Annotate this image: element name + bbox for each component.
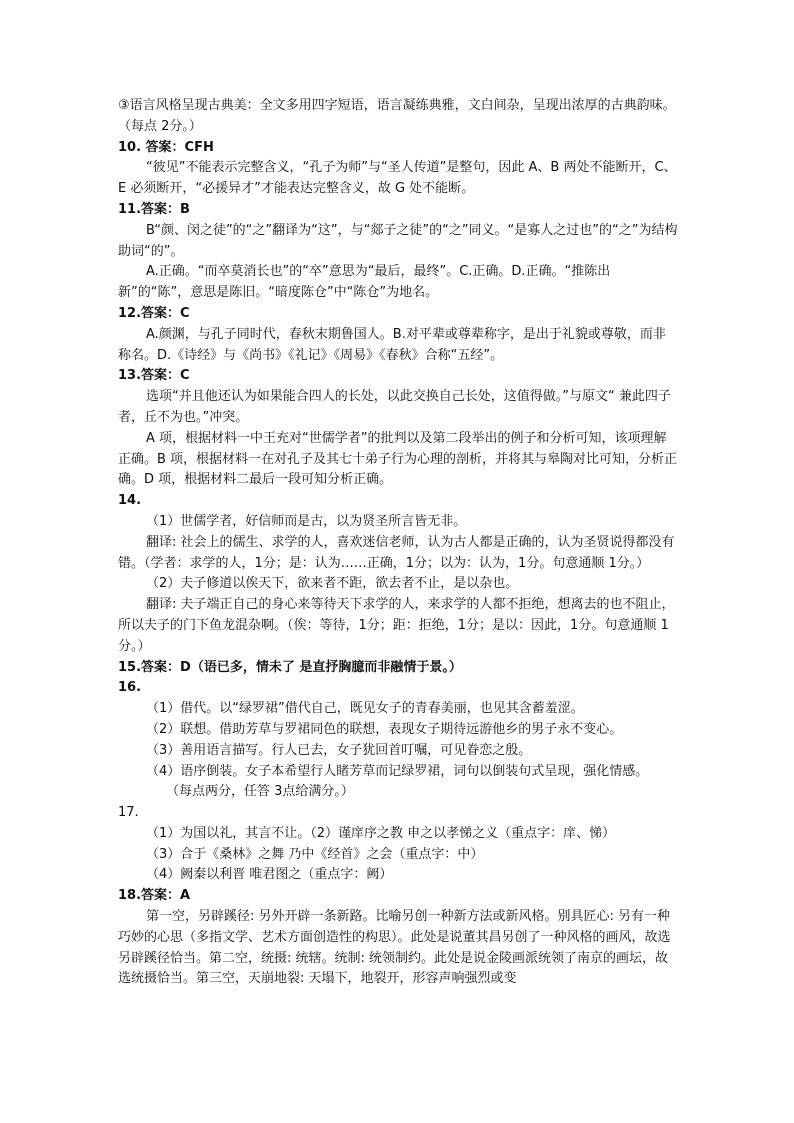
q17-answer-1-2: （1）为国以礼，其言不让。（2）谨庠序之教 申之以孝悌之义（重点字：庠、悌） <box>146 825 616 841</box>
q17-header: 17. <box>118 805 139 821</box>
q16-point-4: （4）语序倒装。女子本希望行人睹芳草而记绿罗裙，词句以倒装句式呈现，强化情感。 <box>146 763 649 779</box>
q14-header: 14. <box>118 493 142 509</box>
q16-point-2: （2）联想。借助芳草与罗裙同色的联想，表现女子期待远游他乡的男子永不变心。 <box>146 721 623 737</box>
q16-point-3: （3）善用语言描写。行人已去，女子犹回首叮嘱，可见眷恋之殷。 <box>146 742 532 758</box>
q10-explanation: “彼见”不能表示完整含义，“孔子为师”与“圣人传道”是整句，因此 A、B 两处不能断开，C、E 必须断开，“必援异才”才能表达完整含义，故 G 处不能断。 <box>118 160 677 197</box>
q17-answer-3: （3）合于《桑林》之舞 乃中《经首》之会（重点字：中） <box>146 846 484 862</box>
q17-answer-4: （4）阙秦以利晋 唯君图之（重点字：阙） <box>146 867 393 883</box>
q18-header: 18.答案：A <box>118 888 191 904</box>
q13-explanation-abd: A 项，根据材料一中王充对“世儒学者”的批判以及第二段举出的例子和分析可知，该项理解正确。B 项，根据材料一在对孔子及其七十弟子行为心理的剖析，并将其与皋陶对比可知，分析正确。D 项，根据材料二最后一段可知分析正确。 <box>118 430 678 488</box>
q12-explanation: A.颜渊，与孔子同时代，春秋末期鲁国人。B.对平辈或尊辈称字，是出于礼貌或尊敬，而非称名。D.《诗经》与《尚书》《礼记》《周易》《春秋》合称“五经”。 <box>118 326 666 363</box>
answer-key-body <box>118 96 678 990</box>
q13-header: 13.答案：C <box>118 368 190 384</box>
q11-explanation-b: B“颜、闵之徒”的“之”翻译为“这”，与“郯子之徒”的“之”同义。“是寡人之过也”的“之”为结构助词“的”。 <box>118 222 678 259</box>
q13-explanation-c: 选项“并且他还认为如果能合四人的长处，以此交换自己长处，这值得做。”与原文“ 兼此四子者，丘不为也。”冲突。 <box>118 389 671 425</box>
q14-sentence-2: （2）夫子修道以俟天下，欲来者不距，欲去者不止，是以杂也。 <box>146 576 519 592</box>
q14-translation-1: 翻译: 社会上的儒生、求学的人，喜欢迷信老师，认为古人都是正确的，认为圣贤说得都没有错。（学者：求学的人，1分；是：认为……正确，1分；以为：认为，1分。句意通顺 1分。） <box>118 534 675 571</box>
q12-header: 12.答案：C <box>118 305 190 321</box>
q16-header: 16. <box>118 680 142 696</box>
q16-point-1: （1）借代。以“绿罗裙”借代自己，既见女子的青春美丽，也见其含蓄羞涩。 <box>146 701 584 717</box>
q15-answer: 15.答案：D（语已多，情未了 是直抒胸臆而非融情于景。） <box>118 659 462 675</box>
q14-sentence-1: （1）世儒学者，好信师而是古，以为贤圣所言皆无非。 <box>146 513 467 529</box>
q16-scoring-note: （每点两分，任答 3点给满分。） <box>166 784 354 800</box>
q11-header: 11.答案：B <box>118 201 190 217</box>
q14-translation-2: 翻译: 夫子端正自己的身心来等待天下求学的人，来求学的人都不拒绝，想离去的也不阻止，所以夫子的门下鱼龙混杂啊。（俟：等待，1分；距：拒绝，1分；是以：因此，1分。句意通顺 1分。） <box>118 597 675 654</box>
q11-explanation-acd: A.正确。“而卒莫消长也”的“卒”意思为“最后，最终”。C.正确。D.正确。“推陈出新”的“陈”，意思是陈旧。“暗度陈仓”中“陈仓”为地名。 <box>118 264 611 301</box>
q9-style-item: ③语言风格呈现古典美：全文多用四字短语，语言凝练典雅，文白间杂，呈现出浓厚的古典韵味。（每点 2分。） <box>118 98 676 134</box>
q10-header: 10. 答案：CFH <box>118 139 214 155</box>
q18-explanation: 第一空，另辟蹊径: 另外开辟一条新路。比喻另创一种新方法或新风格。别具匠心: 另有一种巧妙的心思（多指文学、艺术方面创造性的构思）。此处是说董其昌另创了一种风格的画风，故选另辟蹊径恰当。第二空，统摄: 统辖。统制: 统领制约。此处是说金陵画派统领了南京的画坛，故选统摄恰当。第三空，天崩地裂: 天塌下，地裂开，形容声响强烈或变 <box>118 909 671 987</box>
